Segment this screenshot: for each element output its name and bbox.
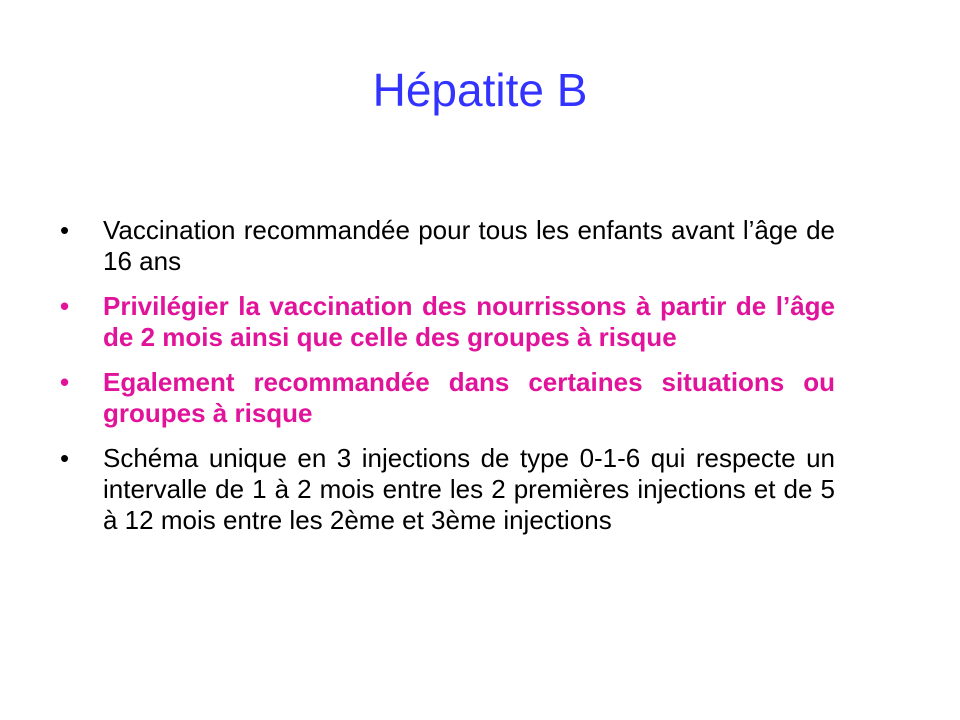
bullet-item-vaccination <box>60 215 835 277</box>
bullet-item-nourrissons <box>60 291 835 353</box>
bullet-text: Vaccination recommandée pour tous les enfants avant l’âge de 16 ans <box>103 215 835 276</box>
bullet-dot-icon: • <box>60 291 70 321</box>
bullet-item-situations <box>60 367 835 429</box>
bullet-list <box>60 215 835 550</box>
bullet-text: Egalement recommandée dans certaines situations ou groupes à risque <box>103 367 835 428</box>
bullet-dot-icon: • <box>60 443 70 473</box>
bullet-dot-icon: • <box>60 367 70 397</box>
bullet-text: Schéma unique en 3 injections de type 0-1-6 qui respecte un intervalle de 1 à 2 mois entre les 2 premières injections et de 5 à 12 mois entre les 2ème et 3ème injections <box>103 443 835 535</box>
bullet-text: Privilégier la vaccination des nourrissons à partir de l’âge de 2 mois ainsi que celle des groupes à risque <box>103 291 835 352</box>
bullet-dot-icon: • <box>60 215 70 245</box>
slide-title: Hépatite B <box>372 64 588 116</box>
bullet-item-schema <box>60 443 835 536</box>
